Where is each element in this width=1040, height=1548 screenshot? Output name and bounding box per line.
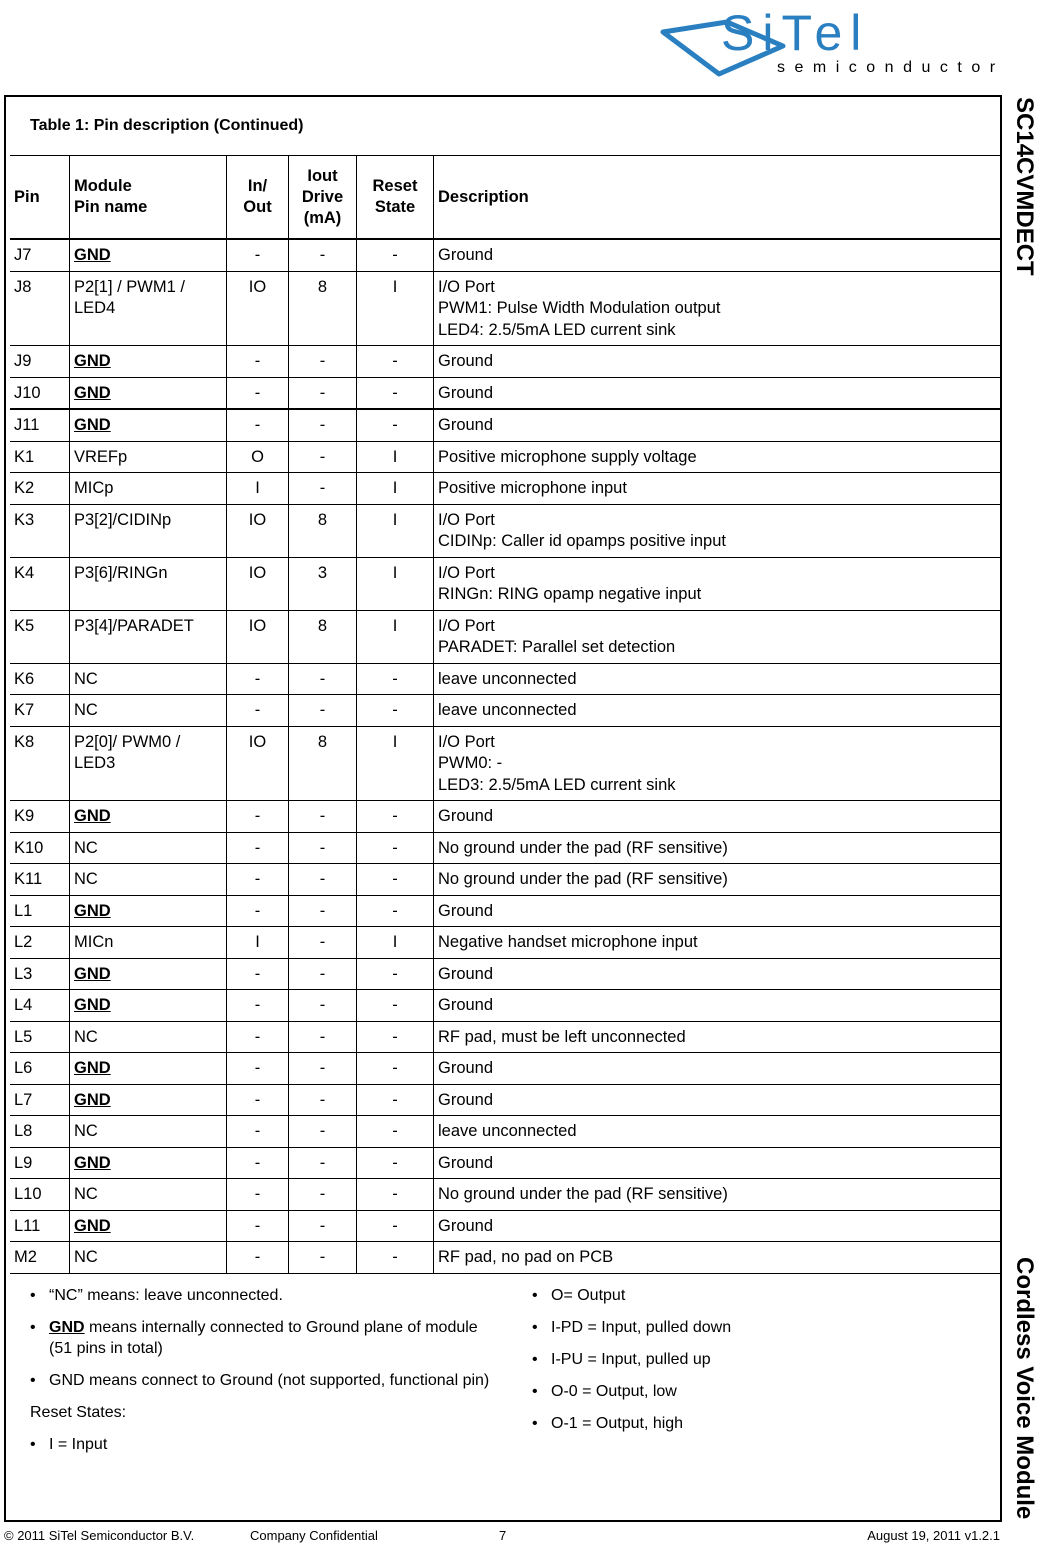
pin-cell: K9 (10, 801, 70, 833)
module-pin-name-cell: VREFp (70, 441, 227, 473)
table-row (10, 864, 1000, 896)
inout-cell: - (227, 1210, 289, 1242)
pin-cell: J9 (10, 346, 70, 378)
module-pin-name-cell: P3[6]/RINGn (70, 557, 227, 610)
module-pin-name-cell: P3[4]/PARADET (70, 610, 227, 663)
inout-cell: - (227, 239, 289, 271)
module-pin-name-cell: MICp (70, 473, 227, 505)
pin-cell: J10 (10, 377, 70, 409)
table-row (10, 409, 1000, 441)
drive-cell: - (289, 377, 357, 409)
inout-cell: - (227, 346, 289, 378)
drive-cell: 8 (289, 726, 357, 801)
drive-cell: - (289, 239, 357, 271)
drive-cell: - (289, 695, 357, 727)
pin-cell: L10 (10, 1179, 70, 1211)
description-cell: Ground (434, 1147, 1001, 1179)
inout-cell: - (227, 1242, 289, 1274)
reset-state-cell: - (357, 958, 434, 990)
module-pin-name-cell: GND (70, 801, 227, 833)
table-row (10, 1210, 1000, 1242)
inout-cell: - (227, 1021, 289, 1053)
note-legend-item: • O-1 = Output, high (532, 1415, 684, 1432)
drive-cell: - (289, 441, 357, 473)
inout-cell: IO (227, 726, 289, 801)
drive-cell: - (289, 864, 357, 896)
module-pin-name-cell: GND (70, 1147, 227, 1179)
pin-cell: L11 (10, 1210, 70, 1242)
module-pin-name-cell: GND (70, 895, 227, 927)
module-pin-name-cell: GND (70, 377, 227, 409)
pin-cell: K8 (10, 726, 70, 801)
table-row (10, 1116, 1000, 1148)
table-row (10, 663, 1000, 695)
reset-state-cell: - (357, 346, 434, 378)
description-cell: I/O Port RINGn: RING opamp negative input (434, 557, 1001, 610)
bullet-icon: • (532, 1287, 538, 1304)
reset-state-cell: - (357, 1021, 434, 1053)
page-footer (4, 1528, 1002, 1546)
table-row (10, 1147, 1000, 1179)
table-row (10, 441, 1000, 473)
description-cell: I/O Port PWM0: - LED3: 2.5/5mA LED current sink (434, 726, 1001, 801)
module-pin-name-cell: NC (70, 663, 227, 695)
table-row (10, 990, 1000, 1022)
reset-state-cell: I (357, 557, 434, 610)
description-cell: No ground under the pad (RF sensitive) (434, 864, 1001, 896)
table-row (10, 473, 1000, 505)
bullet-icon: • (30, 1319, 36, 1336)
header-description: Description (434, 156, 1001, 240)
svg-text:SiTel: SiTel (721, 5, 870, 61)
description-cell: Ground (434, 990, 1001, 1022)
pin-cell: L7 (10, 1084, 70, 1116)
module-pin-name-cell: GND (70, 409, 227, 441)
inout-cell: - (227, 832, 289, 864)
drive-cell: - (289, 1210, 357, 1242)
note-legend-item: • O-0 = Output, low (532, 1383, 677, 1400)
table-row (10, 695, 1000, 727)
reset-state-cell: I (357, 271, 434, 346)
pin-cell: L5 (10, 1021, 70, 1053)
drive-cell: - (289, 1147, 357, 1179)
description-cell: Positive microphone supply voltage (434, 441, 1001, 473)
inout-cell: O (227, 441, 289, 473)
pin-cell: K7 (10, 695, 70, 727)
product-type: Cordless Voice Module (1011, 1257, 1038, 1520)
module-pin-name-cell: NC (70, 1021, 227, 1053)
reset-state-cell: - (357, 895, 434, 927)
module-pin-name-cell: P2[0]/ PWM0 / LED3 (70, 726, 227, 801)
inout-cell: - (227, 990, 289, 1022)
note-reset-states: Reset States: (30, 1404, 127, 1421)
module-pin-name-cell: GND (70, 346, 227, 378)
inout-cell: - (227, 1084, 289, 1116)
pin-cell: J8 (10, 271, 70, 346)
pin-description-table (10, 155, 1000, 1274)
footer-date-version: August 19, 2011 v1.2.1 (867, 1528, 1000, 1543)
drive-cell: - (289, 1053, 357, 1085)
description-cell: I/O Port PWM1: Pulse Width Modulation output LED4: 2.5/5mA LED current sink (434, 271, 1001, 346)
table-row (10, 1179, 1000, 1211)
table-row (10, 958, 1000, 990)
reset-state-cell: - (357, 239, 434, 271)
description-cell: Ground (434, 239, 1001, 271)
description-cell: RF pad, no pad on PCB (434, 1242, 1001, 1274)
reset-state-cell: I (357, 441, 434, 473)
pin-cell: L3 (10, 958, 70, 990)
module-pin-name-cell: GND (70, 239, 227, 271)
table-row (10, 1053, 1000, 1085)
note-nc: • “NC” means: leave unconnected. (30, 1287, 283, 1304)
reset-state-cell: - (357, 663, 434, 695)
pin-cell: L1 (10, 895, 70, 927)
note-input: • I = Input (30, 1436, 108, 1453)
inout-cell: - (227, 1116, 289, 1148)
pin-cell: L4 (10, 990, 70, 1022)
description-cell: Ground (434, 346, 1001, 378)
pin-cell: L9 (10, 1147, 70, 1179)
side-banner (1008, 95, 1040, 1522)
inout-cell: - (227, 958, 289, 990)
pin-cell: K2 (10, 473, 70, 505)
drive-cell: - (289, 1242, 357, 1274)
module-pin-name-cell: NC (70, 1116, 227, 1148)
inout-cell: - (227, 801, 289, 833)
reset-state-cell: - (357, 990, 434, 1022)
pin-cell: L2 (10, 927, 70, 959)
description-cell: RF pad, must be left unconnected (434, 1021, 1001, 1053)
module-pin-name-cell: NC (70, 1179, 227, 1211)
reset-state-cell: - (357, 409, 434, 441)
header-module: Module Pin name (70, 156, 227, 240)
drive-cell: - (289, 895, 357, 927)
reset-state-cell: I (357, 504, 434, 557)
description-cell: leave unconnected (434, 695, 1001, 727)
reset-state-cell: - (357, 1210, 434, 1242)
reset-state-cell: - (357, 377, 434, 409)
description-cell: leave unconnected (434, 1116, 1001, 1148)
description-cell: Ground (434, 409, 1001, 441)
inout-cell: - (227, 663, 289, 695)
reset-state-cell: - (357, 1084, 434, 1116)
table-row (10, 557, 1000, 610)
reset-state-cell: I (357, 927, 434, 959)
pin-cell: M2 (10, 1242, 70, 1274)
pin-cell: K11 (10, 864, 70, 896)
notes-left (26, 1285, 496, 1466)
table-row (10, 895, 1000, 927)
pin-cell: J7 (10, 239, 70, 271)
sitel-logo (655, 2, 1035, 82)
note-gnd-internal: • GND means internally connected to Ground plane of module (51 pins in total) (30, 1319, 478, 1357)
note-gnd-plain: • GND means connect to Ground (not supported, functional pin) (30, 1372, 490, 1389)
drive-cell: 8 (289, 504, 357, 557)
description-cell: Ground (434, 377, 1001, 409)
table-row (10, 726, 1000, 801)
table-row (10, 1242, 1000, 1274)
drive-cell: - (289, 1084, 357, 1116)
inout-cell: I (227, 473, 289, 505)
drive-cell: - (289, 409, 357, 441)
reset-state-cell: - (357, 1179, 434, 1211)
table-row (10, 377, 1000, 409)
note-legend-item: • I-PU = Input, pulled up (532, 1351, 711, 1368)
bullet-icon: • (532, 1319, 538, 1336)
drive-cell: - (289, 663, 357, 695)
table-row (10, 1021, 1000, 1053)
note-legend-item: • O= Output (532, 1287, 626, 1304)
reset-state-cell: - (357, 801, 434, 833)
svg-text:semiconductor: semiconductor (777, 59, 1005, 76)
drive-cell: 3 (289, 557, 357, 610)
header-reset-state: Reset State (357, 156, 434, 240)
inout-cell: - (227, 1053, 289, 1085)
reset-state-cell: - (357, 1147, 434, 1179)
pin-cell: K6 (10, 663, 70, 695)
inout-cell: I (227, 927, 289, 959)
table-row (10, 346, 1000, 378)
drive-cell: 8 (289, 610, 357, 663)
inout-cell: IO (227, 271, 289, 346)
inout-cell: - (227, 695, 289, 727)
drive-cell: - (289, 990, 357, 1022)
inout-cell: IO (227, 557, 289, 610)
table-row (10, 832, 1000, 864)
table-row (10, 1084, 1000, 1116)
table-header-row (10, 156, 1000, 240)
reset-state-cell: - (357, 1242, 434, 1274)
description-cell: Positive microphone input (434, 473, 1001, 505)
notes-right (528, 1285, 968, 1445)
description-cell: Ground (434, 801, 1001, 833)
note-legend-item: • I-PD = Input, pulled down (532, 1319, 732, 1336)
drive-cell: - (289, 1116, 357, 1148)
pin-cell: K4 (10, 557, 70, 610)
footer-copyright: © 2011 SiTel Semiconductor B.V. (4, 1528, 195, 1543)
description-cell: I/O Port PARADET: Parallel set detection (434, 610, 1001, 663)
drive-cell: - (289, 1179, 357, 1211)
drive-cell: - (289, 1021, 357, 1053)
drive-cell: - (289, 473, 357, 505)
description-cell: Ground (434, 895, 1001, 927)
header-drive: Iout Drive (mA) (289, 156, 357, 240)
description-cell: Negative handset microphone input (434, 927, 1001, 959)
drive-cell: - (289, 832, 357, 864)
inout-cell: - (227, 1179, 289, 1211)
drive-cell: - (289, 346, 357, 378)
module-pin-name-cell: GND (70, 1053, 227, 1085)
reset-state-cell: I (357, 610, 434, 663)
bullet-icon: • (532, 1383, 538, 1400)
table-row (10, 801, 1000, 833)
bullet-icon: • (30, 1372, 36, 1389)
module-pin-name-cell: MICn (70, 927, 227, 959)
inout-cell: IO (227, 504, 289, 557)
bullet-icon: • (532, 1351, 538, 1368)
pin-cell: K10 (10, 832, 70, 864)
table-row (10, 927, 1000, 959)
inout-cell: - (227, 864, 289, 896)
description-cell: Ground (434, 1084, 1001, 1116)
description-cell: I/O Port CIDINp: Caller id opamps positive input (434, 504, 1001, 557)
drive-cell: - (289, 958, 357, 990)
drive-cell: - (289, 927, 357, 959)
bullet-icon: • (30, 1287, 36, 1304)
inout-cell: IO (227, 610, 289, 663)
pin-cell: K5 (10, 610, 70, 663)
module-pin-name-cell: GND (70, 990, 227, 1022)
bullet-icon: • (30, 1436, 36, 1453)
inout-cell: - (227, 377, 289, 409)
header-pin: Pin (10, 156, 70, 240)
pin-cell: K1 (10, 441, 70, 473)
module-pin-name-cell: P2[1] / PWM1 / LED4 (70, 271, 227, 346)
table-row (10, 610, 1000, 663)
inout-cell: - (227, 1147, 289, 1179)
table-row (10, 271, 1000, 346)
module-pin-name-cell: NC (70, 832, 227, 864)
module-pin-name-cell: GND (70, 1084, 227, 1116)
reset-state-cell: - (357, 864, 434, 896)
product-name: SC14CVMDECT (1011, 97, 1038, 276)
pin-cell: L6 (10, 1053, 70, 1085)
footer-confidential: Company Confidential (250, 1528, 378, 1543)
module-pin-name-cell: P3[2]/CIDINp (70, 504, 227, 557)
description-cell: leave unconnected (434, 663, 1001, 695)
description-cell: Ground (434, 958, 1001, 990)
pin-cell: J11 (10, 409, 70, 441)
reset-state-cell: - (357, 695, 434, 727)
table-body (10, 239, 1000, 1273)
reset-state-cell: I (357, 473, 434, 505)
table-row (10, 239, 1000, 271)
table-row (10, 504, 1000, 557)
reset-state-cell: - (357, 832, 434, 864)
header-inout: In/ Out (227, 156, 289, 240)
drive-cell: 8 (289, 271, 357, 346)
inout-cell: - (227, 895, 289, 927)
reset-state-cell: - (357, 1116, 434, 1148)
module-pin-name-cell: NC (70, 864, 227, 896)
module-pin-name-cell: GND (70, 1210, 227, 1242)
description-cell: Ground (434, 1053, 1001, 1085)
description-cell: No ground under the pad (RF sensitive) (434, 832, 1001, 864)
pin-cell: L8 (10, 1116, 70, 1148)
module-pin-name-cell: GND (70, 958, 227, 990)
module-pin-name-cell: NC (70, 1242, 227, 1274)
drive-cell: - (289, 801, 357, 833)
bullet-icon: • (532, 1415, 538, 1432)
table-title: Table 1: Pin description (Continued) (30, 117, 304, 134)
reset-state-cell: - (357, 1053, 434, 1085)
description-cell: No ground under the pad (RF sensitive) (434, 1179, 1001, 1211)
inout-cell: - (227, 409, 289, 441)
module-pin-name-cell: NC (70, 695, 227, 727)
description-cell: Ground (434, 1210, 1001, 1242)
reset-state-cell: I (357, 726, 434, 801)
pin-cell: K3 (10, 504, 70, 557)
footer-page-number: 7 (499, 1528, 507, 1543)
content-frame (4, 95, 1002, 1522)
